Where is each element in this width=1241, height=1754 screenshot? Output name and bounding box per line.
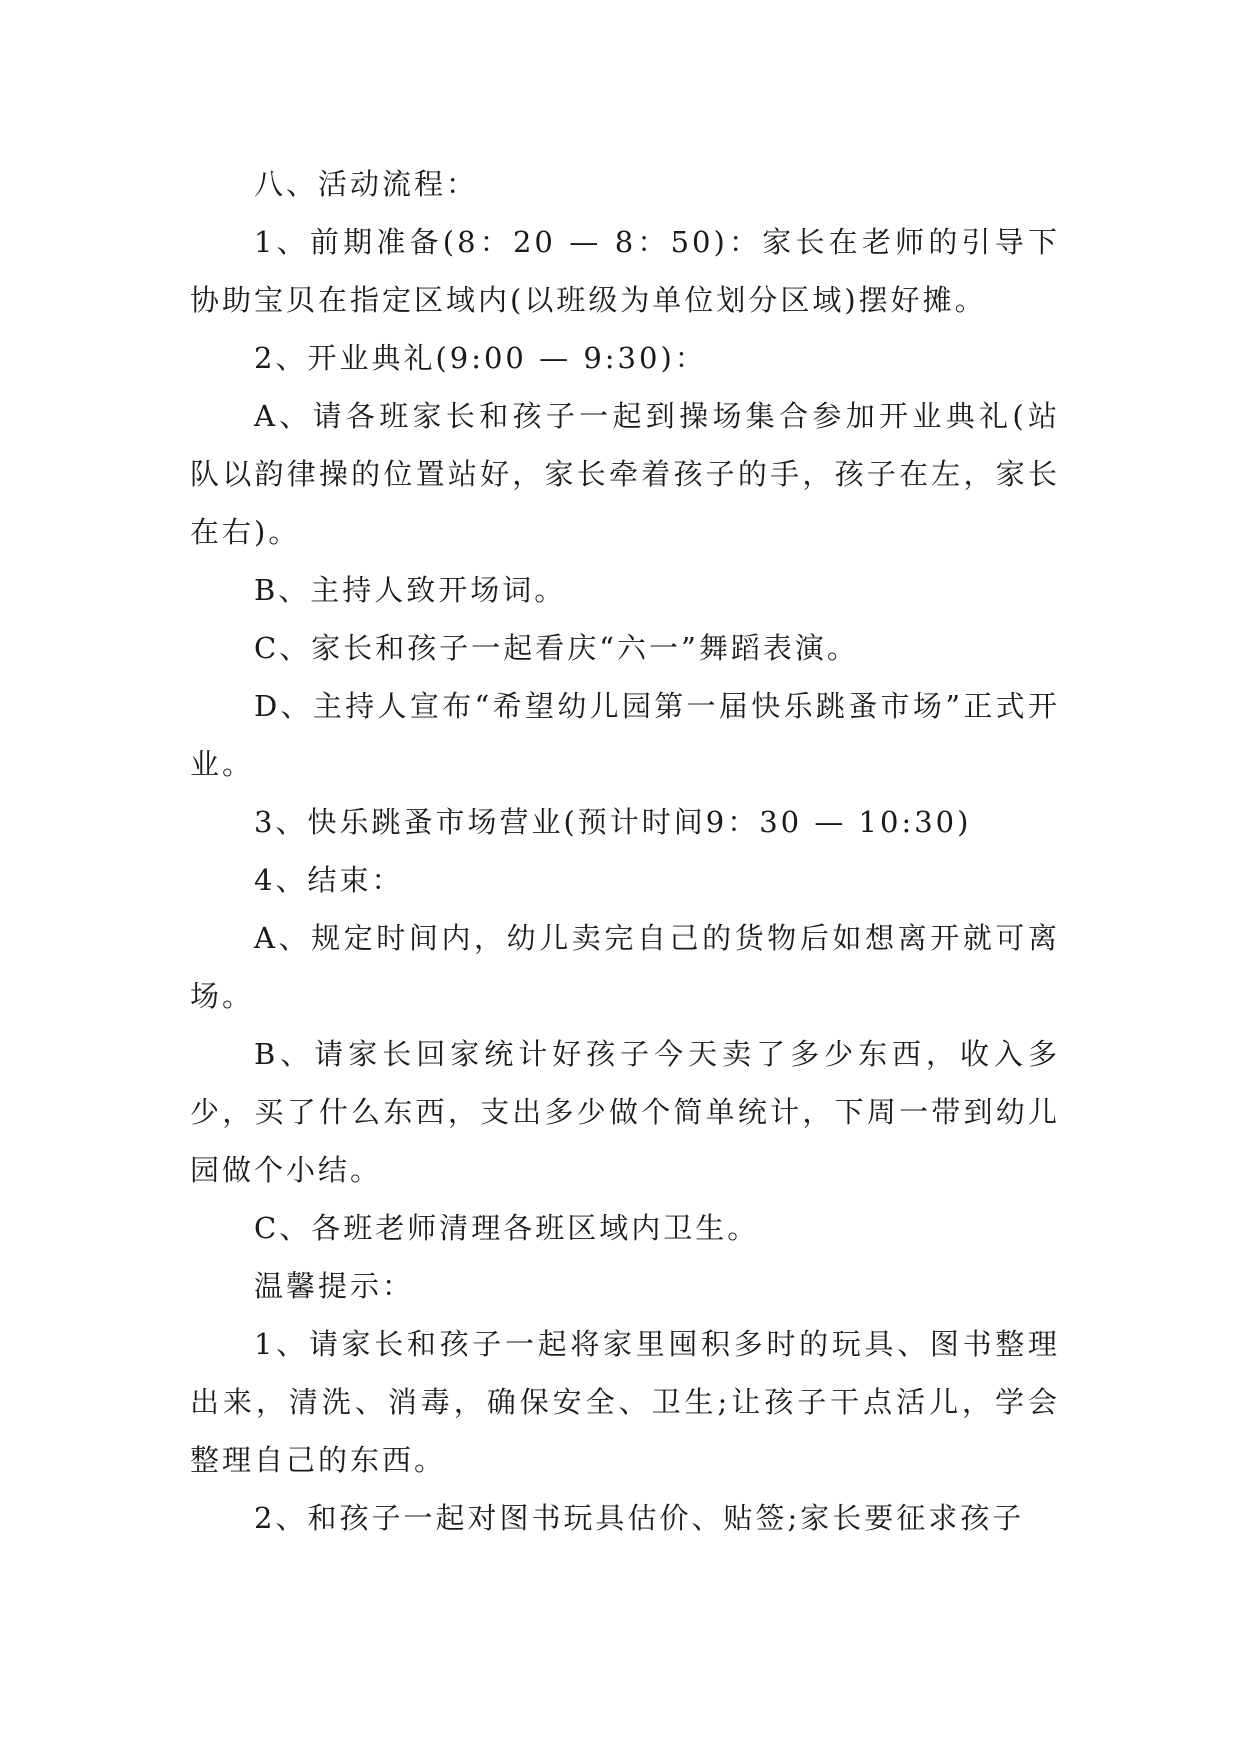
- paragraph-ceremony-b: B、主持人致开场词。: [254, 573, 567, 607]
- section-heading-activity-process: 八、活动流程：: [254, 167, 479, 201]
- paragraph-ceremony-a: A、请各班家长和孩子一起到操场集合参加开业典礼(站队以韵律操的位置站好，家长牵着孩子的手，孩子在左，家长在右)。: [190, 399, 1060, 549]
- paragraph-market-open: 3、快乐跳蚤市场营业(预计时间9：30 — 10:30): [254, 805, 972, 839]
- paragraph-ceremony-c: C、家长和孩子一起看庆“六一”舞蹈表演。: [254, 631, 859, 665]
- paragraph-end-b: B、请家长回家统计好孩子今天卖了多少东西，收入多少，买了什么东西，支出多少做个简单统计，下周一带到幼儿园做个小结。: [190, 1037, 1060, 1187]
- paragraph-tip-2: 2、和孩子一起对图书玩具估价、贴签;家长要征求孩子: [254, 1501, 1025, 1535]
- paragraph-ceremony-d: D、主持人宣布“希望幼儿园第一届快乐跳蚤市场”正式开业。: [190, 689, 1060, 781]
- paragraph-end-a: A、规定时间内，幼儿卖完自己的货物后如想离开就可离场。: [190, 921, 1060, 1013]
- paragraph-preparation: 1、前期准备(8：20 — 8：50)：家长在老师的引导下协助宝贝在指定区域内(以班级为单位划分区域)摆好摊。: [190, 225, 1060, 317]
- paragraph-opening-ceremony: 2、开业典礼(9:00 — 9:30)：: [254, 341, 707, 375]
- paragraph-end-c: C、各班老师清理各班区域内卫生。: [254, 1211, 760, 1245]
- paragraph-end: 4、结束：: [254, 863, 404, 897]
- document-body: [190, 155, 1060, 1547]
- section-heading-tips: 温馨提示：: [254, 1269, 415, 1303]
- paragraph-tip-1: 1、请家长和孩子一起将家里囤积多时的玩具、图书整理出来，清洗、消毒，确保安全、卫生;让孩子干点活儿，学会整理自己的东西。: [190, 1327, 1060, 1477]
